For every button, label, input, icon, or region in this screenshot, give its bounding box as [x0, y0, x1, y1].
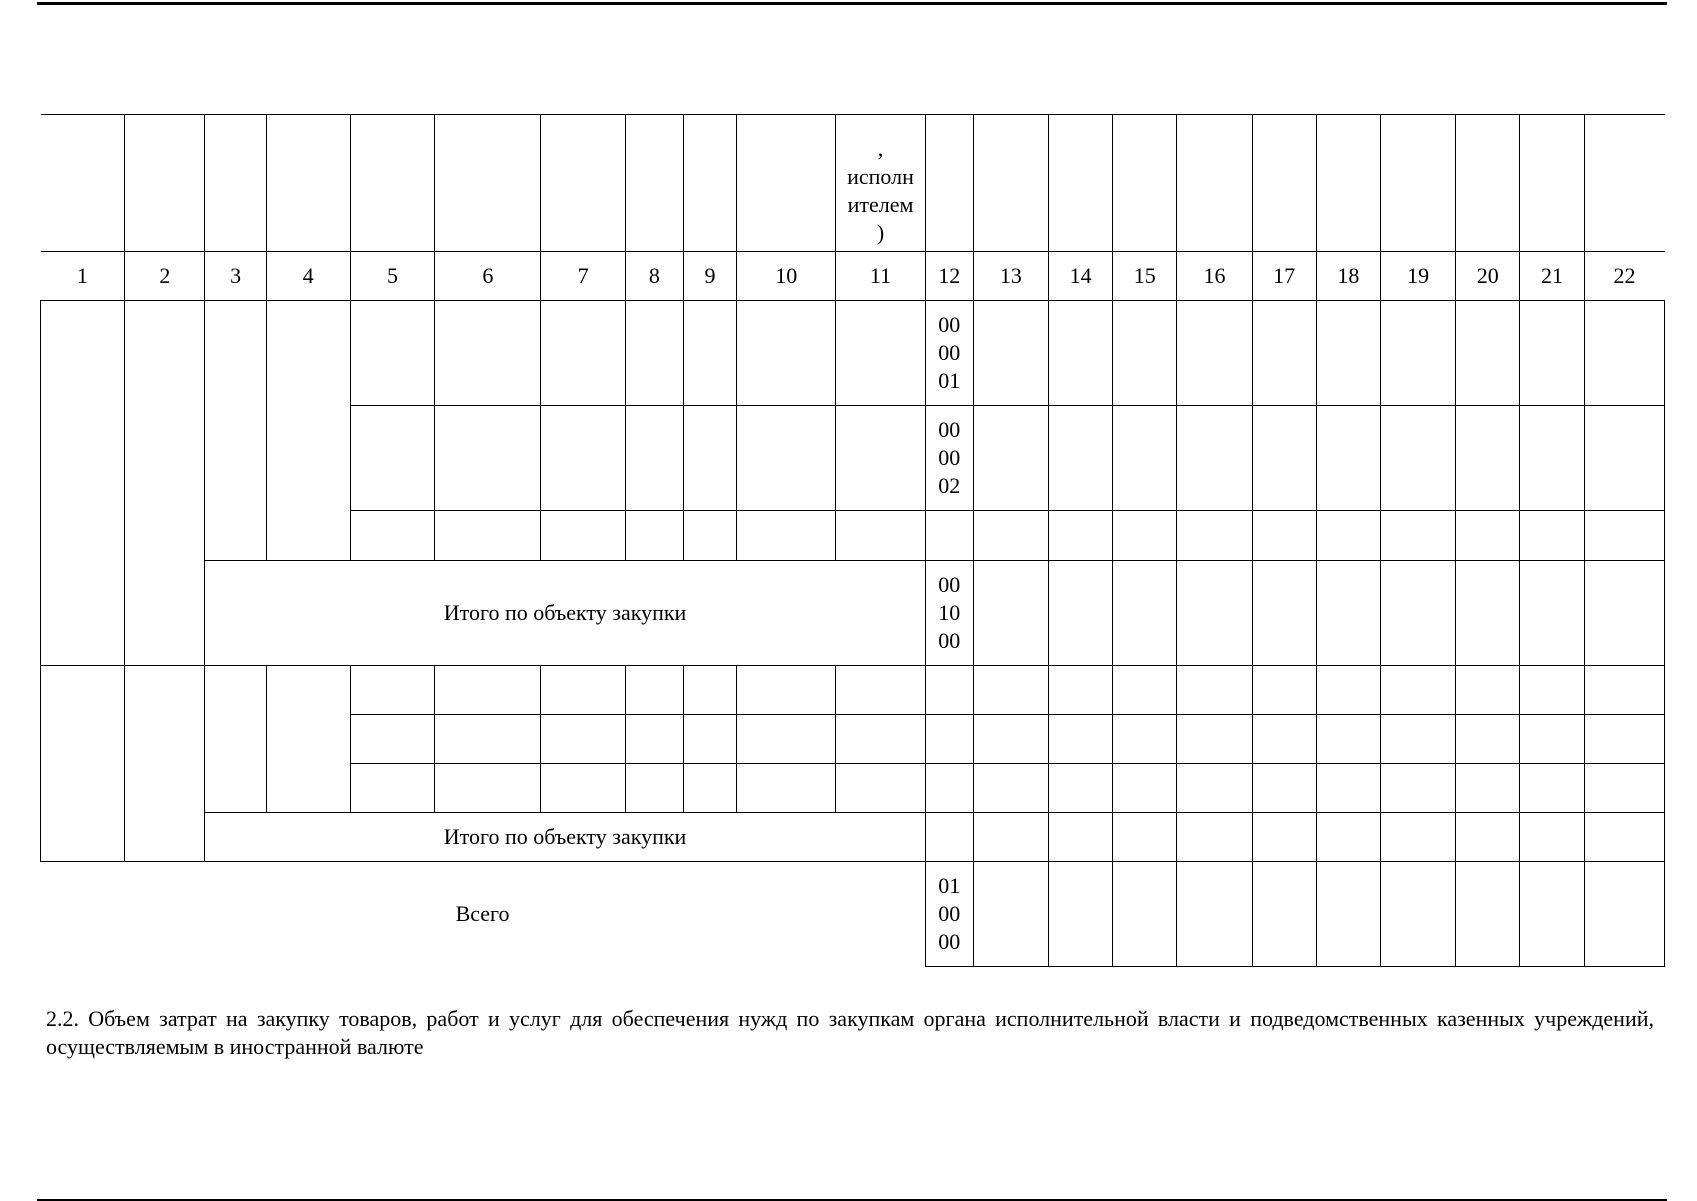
cell: [1584, 301, 1664, 406]
cell: [1048, 862, 1112, 967]
cell: [541, 764, 625, 813]
cell: [683, 406, 736, 511]
cell: [625, 764, 683, 813]
cell: [435, 666, 541, 715]
object-2-col-1: [41, 666, 125, 862]
cell: [1113, 813, 1177, 862]
cell: [1252, 666, 1316, 715]
header-cell-11-line: исполн: [847, 164, 914, 189]
cell: [1316, 715, 1380, 764]
header-cell-7: [541, 115, 625, 252]
header-cell-18: [1316, 115, 1380, 252]
header-cell-1: [41, 115, 125, 252]
cell: [1456, 715, 1520, 764]
column-number: 4: [266, 252, 350, 301]
cell: [1048, 301, 1112, 406]
cell: [1380, 406, 1455, 511]
cell: [1177, 666, 1252, 715]
cell: [973, 301, 1048, 406]
cell: [1520, 666, 1584, 715]
header-cell-16: [1177, 115, 1252, 252]
cell: [625, 511, 683, 561]
cell: [1316, 813, 1380, 862]
cell: [1584, 764, 1664, 813]
subtotal-code: [925, 561, 973, 666]
header-cell-11-line: ,: [877, 136, 884, 161]
cell: [625, 406, 683, 511]
cell: [1584, 561, 1664, 666]
cell: [1584, 666, 1664, 715]
cell: [973, 561, 1048, 666]
cell: [625, 715, 683, 764]
cell: [435, 406, 541, 511]
cell: [1048, 511, 1112, 561]
column-number: 13: [973, 252, 1048, 301]
cell: [973, 666, 1048, 715]
cell: [1316, 561, 1380, 666]
column-number: 22: [1584, 252, 1664, 301]
column-number: 3: [205, 252, 266, 301]
header-cell-9: [683, 115, 736, 252]
object-2-col-3: [205, 666, 266, 813]
cell: [1177, 862, 1252, 967]
cell: [350, 406, 434, 511]
header-cell-22: [1584, 115, 1664, 252]
cell: [1316, 862, 1380, 967]
cell: [1456, 666, 1520, 715]
cell: [1113, 301, 1177, 406]
cell: [1252, 862, 1316, 967]
cell: [1584, 715, 1664, 764]
cell: [541, 511, 625, 561]
object-1-col-3: [205, 301, 266, 561]
cell: [1520, 406, 1584, 511]
cell: [1177, 511, 1252, 561]
cell: [1316, 406, 1380, 511]
header-cell-6: [435, 115, 541, 252]
cell: [1048, 406, 1112, 511]
cell: [1316, 511, 1380, 561]
procurement-cost-table: [40, 114, 1665, 967]
cell: [435, 511, 541, 561]
cell: [1584, 406, 1664, 511]
cell: [925, 764, 973, 813]
cell: [1177, 715, 1252, 764]
header-cell-3: [205, 115, 266, 252]
cell: [1520, 561, 1584, 666]
cell: [1252, 813, 1316, 862]
cell: [1113, 715, 1177, 764]
column-number: 17: [1252, 252, 1316, 301]
total-label: Всего: [41, 862, 926, 967]
cell: [1113, 764, 1177, 813]
code-line: 00: [938, 340, 961, 365]
code-line: 00: [938, 572, 961, 597]
cell: [1252, 715, 1316, 764]
cell: [350, 301, 434, 406]
column-number: 14: [1048, 252, 1112, 301]
cell: [683, 715, 736, 764]
column-number: 11: [836, 252, 925, 301]
column-number: 12: [925, 252, 973, 301]
subtotal-code: [925, 813, 973, 862]
cell: [836, 406, 925, 511]
cell: [737, 406, 836, 511]
header-cell-12: [925, 115, 973, 252]
cell: [625, 666, 683, 715]
subtotal-row: [41, 813, 1665, 862]
cell: [737, 301, 836, 406]
cell: [1113, 561, 1177, 666]
cell: [1177, 301, 1252, 406]
cell: [1177, 561, 1252, 666]
cell: [1316, 666, 1380, 715]
header-cell-17: [1252, 115, 1316, 252]
code-line: 01: [938, 368, 961, 393]
code-line: 00: [938, 417, 961, 442]
cell: [737, 511, 836, 561]
cell: [541, 406, 625, 511]
code-line: 10: [938, 600, 961, 625]
cell: [973, 813, 1048, 862]
cell: [836, 715, 925, 764]
cell: [1177, 406, 1252, 511]
cell: [1380, 511, 1455, 561]
code-line: 00: [938, 628, 961, 653]
cell: [435, 301, 541, 406]
column-number: 7: [541, 252, 625, 301]
header-cell-4: [266, 115, 350, 252]
cell: [737, 764, 836, 813]
cell: [1456, 813, 1520, 862]
subtotal-label: Итого по объекту закупки: [205, 813, 925, 862]
table-row: [41, 301, 1665, 406]
header-cell-8: [625, 115, 683, 252]
subtotal-label: Итого по объекту закупки: [205, 561, 925, 666]
cell: [1048, 715, 1112, 764]
object-1-col-4: [266, 301, 350, 561]
header-cell-14: [1048, 115, 1112, 252]
cell: [1520, 301, 1584, 406]
table-row: [41, 666, 1665, 715]
cell: [1520, 511, 1584, 561]
cell: [1252, 764, 1316, 813]
code-line: 00: [938, 312, 961, 337]
header-cell-20: [1456, 115, 1520, 252]
cell: [1456, 764, 1520, 813]
code-line: 01: [938, 873, 961, 898]
cell: [350, 715, 434, 764]
object-1-col-2: [125, 301, 205, 666]
column-number: 9: [683, 252, 736, 301]
cell: [1316, 764, 1380, 813]
cell: [1177, 764, 1252, 813]
code-line: 00: [938, 929, 961, 954]
cell: [1520, 715, 1584, 764]
header-cell-2: [125, 115, 205, 252]
total-code: [925, 862, 973, 967]
cell: [1048, 813, 1112, 862]
cell: [541, 715, 625, 764]
section-2-2-text: 2.2. Объем затрат на закупку товаров, работ и услуг для обеспечения нужд по закупкам органа исполнительной власти и подведомственных казенных учреждений, осуществляемым в иностранной валюте: [46, 1006, 1654, 1059]
cell: [1380, 862, 1455, 967]
column-number-row: [41, 252, 1665, 301]
subtotal-row: [41, 561, 1665, 666]
header-cell-10: [737, 115, 836, 252]
column-number: 16: [1177, 252, 1252, 301]
object-2-col-4: [266, 666, 350, 813]
cell: [1048, 561, 1112, 666]
cell: [683, 511, 736, 561]
cell: [1456, 511, 1520, 561]
cell: [737, 666, 836, 715]
column-number: 5: [350, 252, 434, 301]
cell: [973, 715, 1048, 764]
header-cell-5: [350, 115, 434, 252]
cell: [1380, 666, 1455, 715]
column-number: 6: [435, 252, 541, 301]
cell: [925, 715, 973, 764]
cell: [1520, 813, 1584, 862]
cell: [1113, 511, 1177, 561]
cell: [1584, 862, 1664, 967]
cell: [1380, 813, 1455, 862]
column-number: 1: [41, 252, 125, 301]
cell: [973, 511, 1048, 561]
cell: [973, 862, 1048, 967]
object-1-col-1: [41, 301, 125, 666]
cell: [1380, 715, 1455, 764]
cell: [1456, 862, 1520, 967]
cell: [1380, 561, 1455, 666]
column-number: 2: [125, 252, 205, 301]
cell: [683, 301, 736, 406]
code-line: 00: [938, 445, 961, 470]
cell: [836, 511, 925, 561]
cell: [1456, 406, 1520, 511]
cell: [737, 715, 836, 764]
column-number: 20: [1456, 252, 1520, 301]
total-row: [41, 862, 1665, 967]
object-2-col-2: [125, 666, 205, 862]
header-cell-11-line: ): [876, 220, 885, 245]
cell: [1252, 511, 1316, 561]
cell: [1048, 666, 1112, 715]
row-code: [925, 406, 973, 511]
cell: [435, 764, 541, 813]
cell: [1380, 764, 1455, 813]
cell: [836, 764, 925, 813]
cell: [925, 666, 973, 715]
cell: [541, 666, 625, 715]
cell: [350, 666, 434, 715]
header-cell-13: [973, 115, 1048, 252]
cell: [350, 764, 434, 813]
cell: [973, 764, 1048, 813]
cell: [1316, 301, 1380, 406]
cell: [1048, 764, 1112, 813]
cell: [1252, 561, 1316, 666]
cell: [1520, 862, 1584, 967]
column-number: 10: [737, 252, 836, 301]
cell: [1252, 301, 1316, 406]
column-number: 8: [625, 252, 683, 301]
header-cell-11: [836, 115, 925, 252]
cell: [541, 301, 625, 406]
code-line: 00: [938, 901, 961, 926]
cell: [1177, 813, 1252, 862]
cell: [836, 666, 925, 715]
header-cell-15: [1113, 115, 1177, 252]
header-cell-11-line: ителем: [847, 192, 914, 217]
cell: [1380, 301, 1455, 406]
cell: [350, 511, 434, 561]
cell: [1520, 764, 1584, 813]
cell: [1584, 813, 1664, 862]
cell: [625, 301, 683, 406]
row-code: [925, 301, 973, 406]
header-cell-21: [1520, 115, 1584, 252]
cell: [1113, 406, 1177, 511]
column-number: 15: [1113, 252, 1177, 301]
cell: [1456, 301, 1520, 406]
cell: [1113, 862, 1177, 967]
cell: [1456, 561, 1520, 666]
column-number: 21: [1520, 252, 1584, 301]
header-cell-19: [1380, 115, 1455, 252]
column-number: 19: [1380, 252, 1455, 301]
cell: [683, 666, 736, 715]
cell: [1252, 406, 1316, 511]
cell: [836, 301, 925, 406]
cell: [435, 715, 541, 764]
cell: [925, 511, 973, 561]
cell: [973, 406, 1048, 511]
code-line: 02: [938, 473, 961, 498]
header-row: [41, 115, 1665, 252]
cell: [1113, 666, 1177, 715]
top-rule: [37, 2, 1667, 5]
column-number: 18: [1316, 252, 1380, 301]
cell: [683, 764, 736, 813]
cell: [1584, 511, 1664, 561]
